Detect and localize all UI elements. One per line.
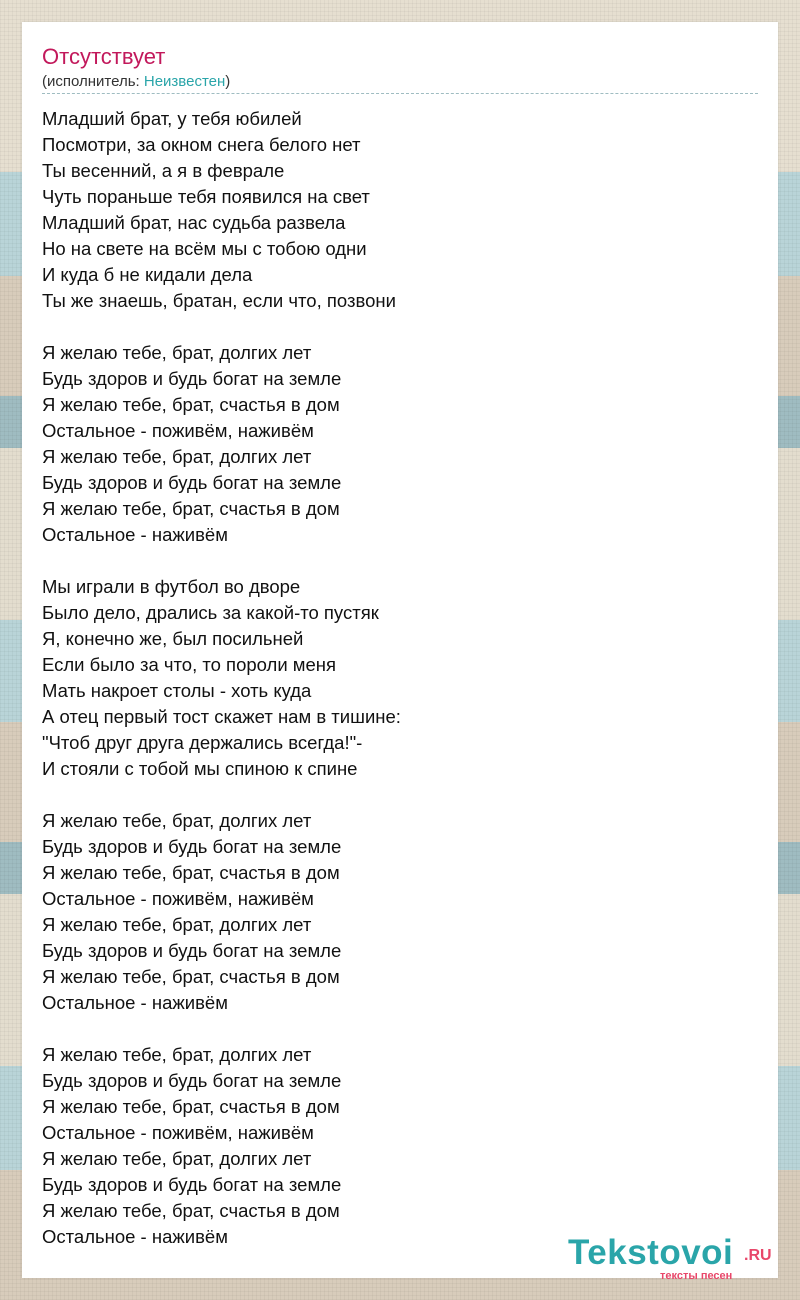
lyric-line: Остальное - поживём, наживём (42, 888, 314, 909)
lyric-line: Будь здоров и будь богат на земле (42, 472, 342, 493)
lyric-line: Я желаю тебе, брат, долгих лет (42, 810, 312, 831)
lyric-line: Мы играли в футбол во дворе (42, 576, 301, 597)
lyric-line: Остальное - наживём (42, 524, 228, 545)
lyrics-body (42, 106, 758, 1250)
lyric-line: Остальное - поживём, наживём (42, 1122, 314, 1143)
lyric-line: Я желаю тебе, брат, счастья в дом (42, 394, 340, 415)
stanza (42, 106, 758, 314)
lyric-line: И стояли с тобой мы спиною к спине (42, 758, 358, 779)
artist-line (42, 73, 230, 91)
lyric-line: Если было за что, то пороли меня (42, 654, 337, 675)
artist-suffix: ) (225, 73, 231, 90)
lyric-line: Я желаю тебе, брат, счастья в дом (42, 1096, 340, 1117)
logo-wordmark: Tekstovoi (568, 1233, 734, 1272)
lyric-line: Я желаю тебе, брат, счастья в дом (42, 862, 340, 883)
lyric-line: Будь здоров и будь богат на земле (42, 836, 342, 857)
divider (42, 93, 758, 94)
lyric-line: Остальное - поживём, наживём (42, 420, 314, 441)
lyric-line: Посмотри, за окном снега белого нет (42, 134, 361, 155)
lyric-line: Было дело, дрались за какой-то пустяк (42, 602, 379, 623)
lyric-line: Я желаю тебе, брат, счастья в дом (42, 498, 340, 519)
logo-tagline: тексты песен (660, 1270, 733, 1282)
lyric-line: Но на свете на всём мы с тобою одни (42, 238, 367, 259)
song-title: Отсутствует (42, 44, 166, 69)
lyric-line: Я желаю тебе, брат, долгих лет (42, 914, 312, 935)
lyric-line: Я желаю тебе, брат, счастья в дом (42, 1200, 340, 1221)
lyric-line: Будь здоров и будь богат на земле (42, 940, 342, 961)
lyric-line: Младший брат, у тебя юбилей (42, 108, 302, 129)
lyric-line: Младший брат, нас судьба развела (42, 212, 346, 233)
lyric-line: Ты весенний, а я в феврале (42, 160, 285, 181)
lyric-line: Остальное - наживём (42, 992, 228, 1013)
lyrics-card (22, 22, 778, 1282)
site-logo[interactable] (568, 1233, 778, 1282)
artist-prefix: (исполнитель: (42, 73, 144, 90)
artist-link[interactable]: Неизвестен (143, 73, 226, 90)
lyric-line: Остальное - наживём (42, 1226, 228, 1247)
lyric-line: Ты же знаешь, братан, если что, позвони (42, 290, 396, 311)
lyric-line: Мать накроет столы - хоть куда (42, 680, 312, 701)
stanza (42, 1042, 758, 1250)
lyric-line: А отец первый тост скажет нам в тишине: (42, 706, 401, 727)
stanza (42, 340, 758, 548)
lyric-line: "Чтоб друг друга держались всегда!"- (42, 732, 363, 753)
lyric-line: Я, конечно же, был посильней (42, 628, 304, 649)
lyric-line: Чуть пораньше тебя появился на свет (42, 186, 370, 207)
lyric-line: И куда б не кидали дела (42, 264, 253, 285)
lyric-line: Будь здоров и будь богат на земле (42, 1070, 342, 1091)
lyric-line: Я желаю тебе, брат, долгих лет (42, 1044, 312, 1065)
lyric-line: Будь здоров и будь богат на земле (42, 1174, 342, 1195)
lyric-line: Я желаю тебе, брат, долгих лет (42, 342, 312, 363)
lyric-line: Я желаю тебе, брат, долгих лет (42, 446, 312, 467)
logo-domain: .RU (744, 1247, 772, 1264)
lyric-line: Я желаю тебе, брат, счастья в дом (42, 966, 340, 987)
stanza (42, 808, 758, 1016)
lyric-line: Будь здоров и будь богат на земле (42, 368, 342, 389)
lyric-line: Я желаю тебе, брат, долгих лет (42, 1148, 312, 1169)
stanza (42, 574, 758, 782)
